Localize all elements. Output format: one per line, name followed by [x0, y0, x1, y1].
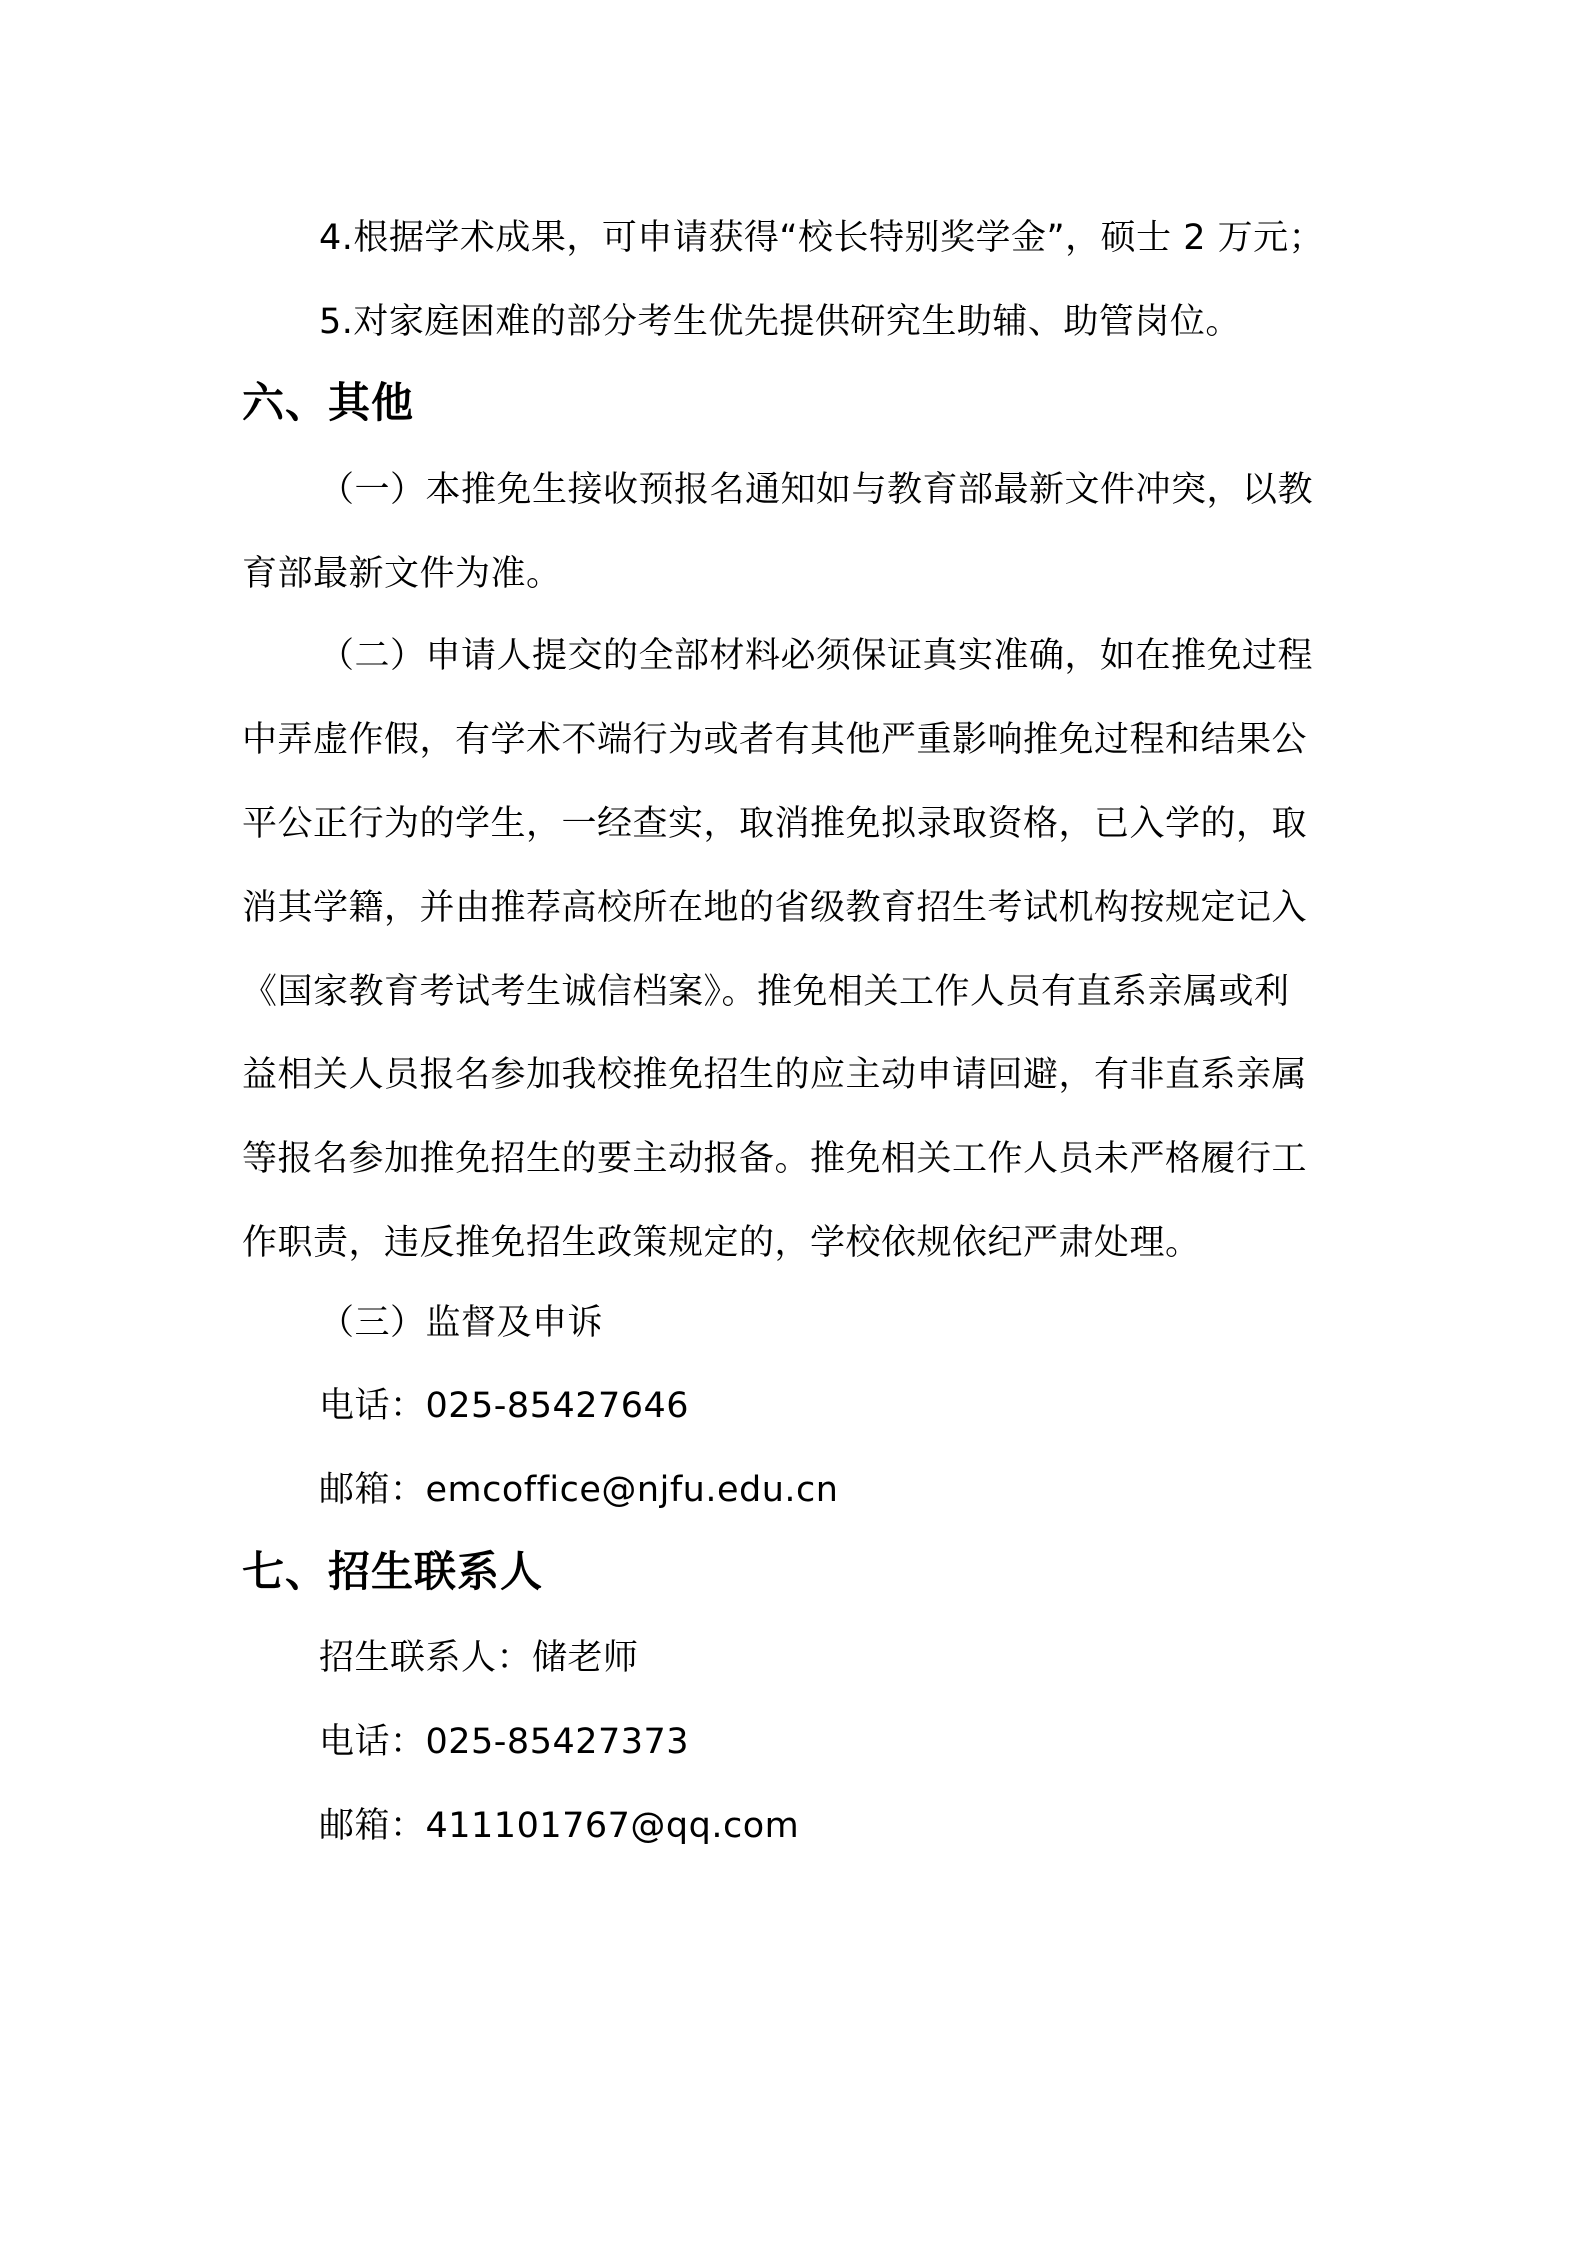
section-6-paragraph-2-line-5: 《国家教育考试考生诚信档案》。推免相关工作人员有直系亲属或利	[242, 972, 1290, 1012]
supervision-email: 邮箱：emcoffice@njfu.edu.cn	[319, 1470, 839, 1510]
admissions-contact-phone: 电话：025-85427373	[319, 1722, 690, 1762]
section-6-paragraph-2-line-3: 平公正行为的学生，一经查实，取消推免拟录取资格，已入学的，取	[242, 804, 1308, 844]
section-6-paragraph-2-line-2: 中弄虚作假，有学术不端行为或者有其他严重影响推免过程和结果公	[242, 720, 1308, 760]
section-6-paragraph-3: （三）监督及申诉	[319, 1303, 604, 1343]
section-7-heading: 七、招生联系人	[242, 1547, 544, 1596]
section-6-paragraph-1-line-2: 育部最新文件为准。	[242, 554, 562, 594]
section-6-paragraph-2-line-4: 消其学籍，并由推荐高校所在地的省级教育招生考试机构按规定记入	[242, 888, 1308, 928]
section-6-paragraph-2-line-1: （二）申请人提交的全部材料必须保证真实准确，如在推免过程	[319, 636, 1314, 676]
section-6-paragraph-2-line-6: 益相关人员报名参加我校推免招生的应主动申请回避，有非直系亲属	[242, 1055, 1308, 1095]
assistantship-item-5: 5.对家庭困难的部分考生优先提供研究生助辅、助管岗位。	[319, 302, 1241, 342]
section-6-paragraph-2-line-8: 作职责，违反推免招生政策规定的，学校依规依纪严肃处理。	[242, 1223, 1201, 1263]
section-6-heading: 六、其他	[242, 378, 415, 427]
section-6-paragraph-1-line-1: （一）本推免生接收预报名通知如与教育部最新文件冲突，以教	[319, 470, 1314, 510]
supervision-phone: 电话：025-85427646	[319, 1386, 690, 1426]
admissions-contact-person: 招生联系人：储老师	[319, 1638, 639, 1678]
admissions-contact-email: 邮箱：411101767@qq.com	[319, 1806, 800, 1846]
section-6-paragraph-2-line-7: 等报名参加推免招生的要主动报备。推免相关工作人员未严格履行工	[242, 1139, 1308, 1179]
scholarship-item-4: 4.根据学术成果，可申请获得“校长特别奖学金”，硕士 2 万元；	[319, 218, 1325, 258]
